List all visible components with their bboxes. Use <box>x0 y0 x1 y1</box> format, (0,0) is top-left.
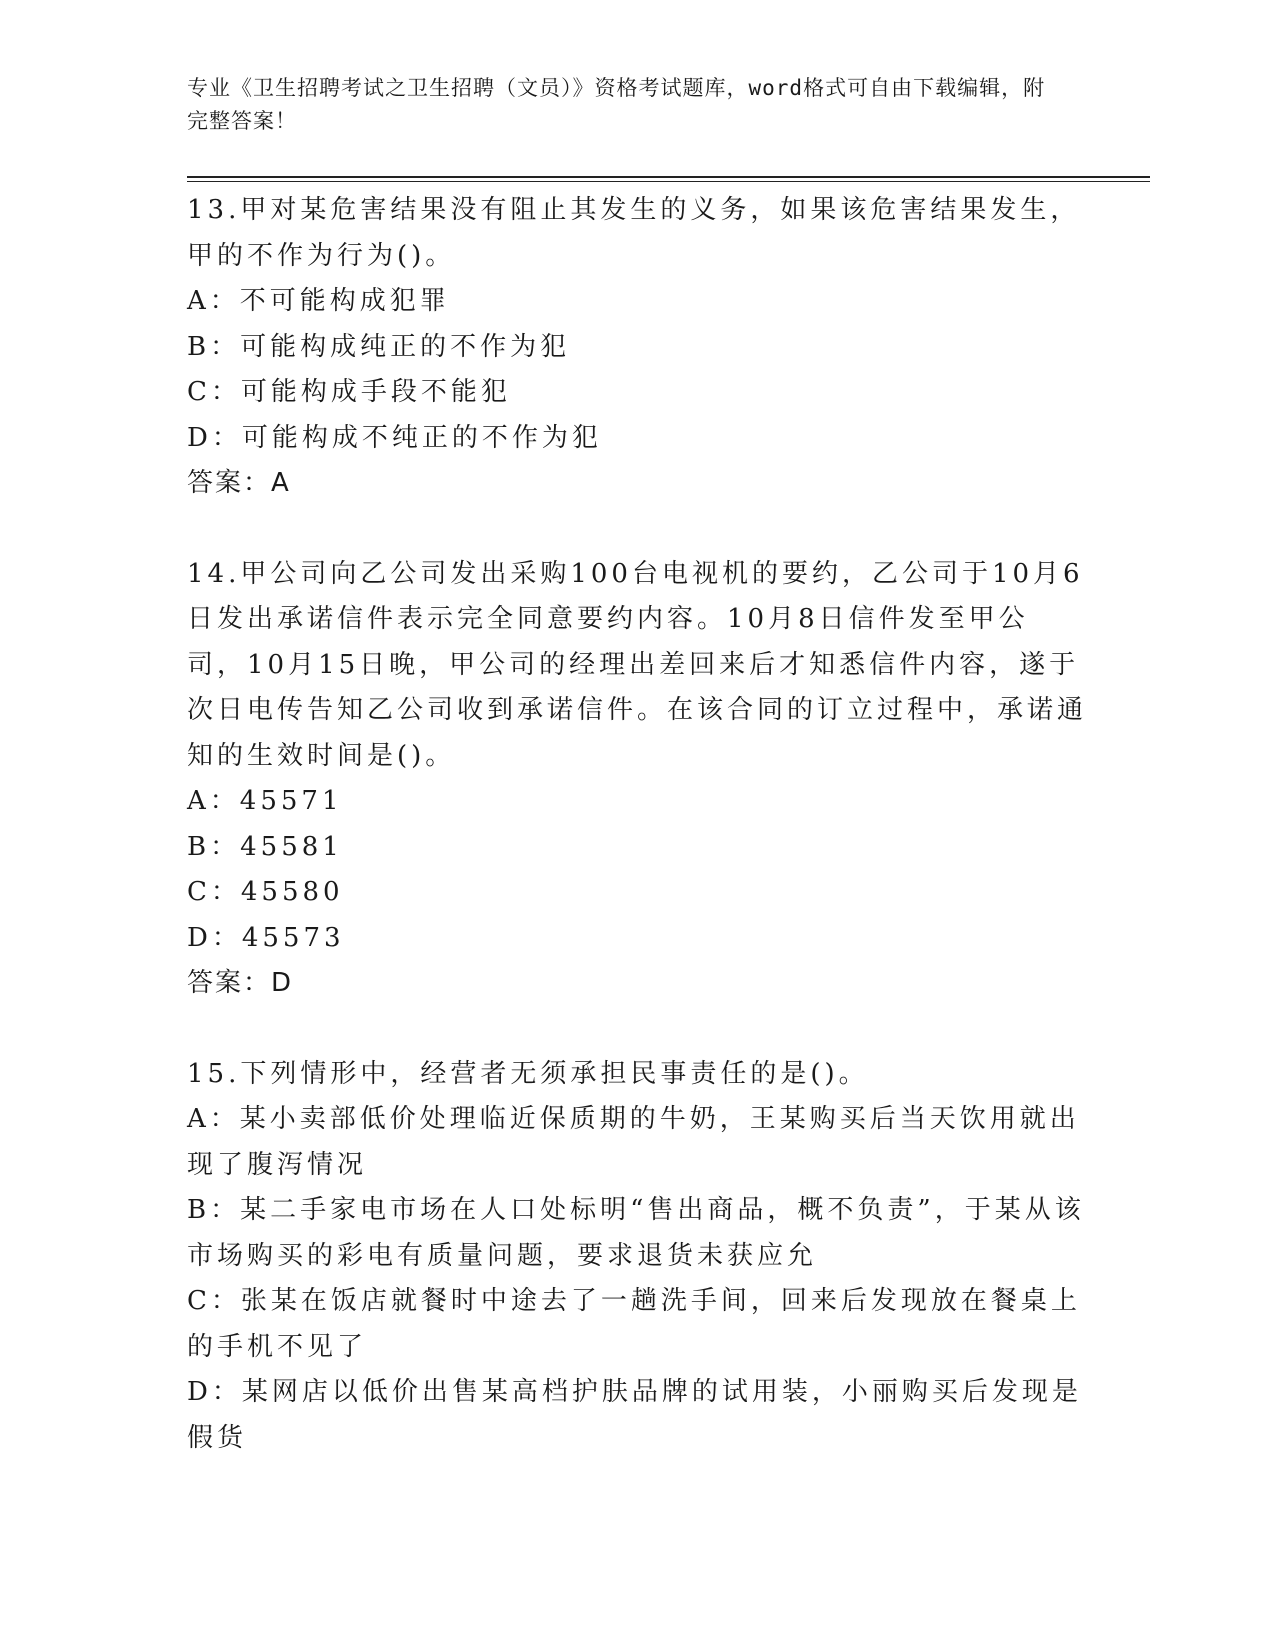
question-spacer <box>187 507 1087 552</box>
header-divider-thick <box>187 176 1150 178</box>
option-b: B：某二手家电市场在人口处标明“售出商品，概不负责”，于某从该市场购买的彩电有质量问题，要求退货未获应允 <box>187 1195 1085 1271</box>
question-13 <box>187 188 1087 507</box>
option-b: B：可能构成纯正的不作为犯 <box>187 331 571 362</box>
document-header: 专业《卫生招聘考试之卫生招聘（文员）》资格考试题库，word格式可自由下载编辑，附完整答案！ <box>187 76 1046 133</box>
option-d: D：可能构成不纯正的不作为犯 <box>187 422 602 453</box>
answer-line: 答案：A <box>187 468 291 498</box>
header-divider-thin <box>187 181 1150 182</box>
option-a: A：不可能构成犯罪 <box>187 286 450 316</box>
question-14 <box>187 552 1087 1007</box>
option-b: B：45581 <box>187 831 343 862</box>
question-spacer <box>187 1007 1087 1052</box>
question-15 <box>187 1052 1087 1462</box>
option-d: D：某网店以低价出售某高档护肤品牌的试用装，小丽购买后发现是假货 <box>187 1377 1082 1453</box>
option-a: A：某小卖部低价处理临近保质期的牛奶，王某购买后当天饮用就出现了腹泻情况 <box>187 1104 1080 1180</box>
option-c: C：可能构成手段不能犯 <box>187 377 511 407</box>
question-stem: 14.甲公司向乙公司发出采购100台电视机的要约，乙公司于10月6日发出承诺信件表示完全同意要约内容。10月8日信件发至甲公司，10月15日晚，甲公司的经理出差回来后才知悉信件内容，遂于次日电传告知乙公司收到承诺信件。在该合同的订立过程中，承诺通知的生效时间是()。 <box>187 558 1088 771</box>
question-stem: 13.甲对某危害结果没有阻止其发生的义务，如果该危害结果发生，甲的不作为行为()。 <box>187 195 1081 271</box>
option-a: A：45571 <box>187 786 343 816</box>
option-c: C：45580 <box>187 877 344 907</box>
question-list <box>187 188 1087 1461</box>
question-stem: 15.下列情形中，经营者无须承担民事责任的是()。 <box>187 1058 869 1089</box>
option-d: D：45573 <box>187 922 345 953</box>
answer-line: 答案：D <box>187 968 294 998</box>
option-c: C：张某在饭店就餐时中途去了一趟洗手间，回来后发现放在餐桌上的手机不见了 <box>187 1286 1081 1362</box>
